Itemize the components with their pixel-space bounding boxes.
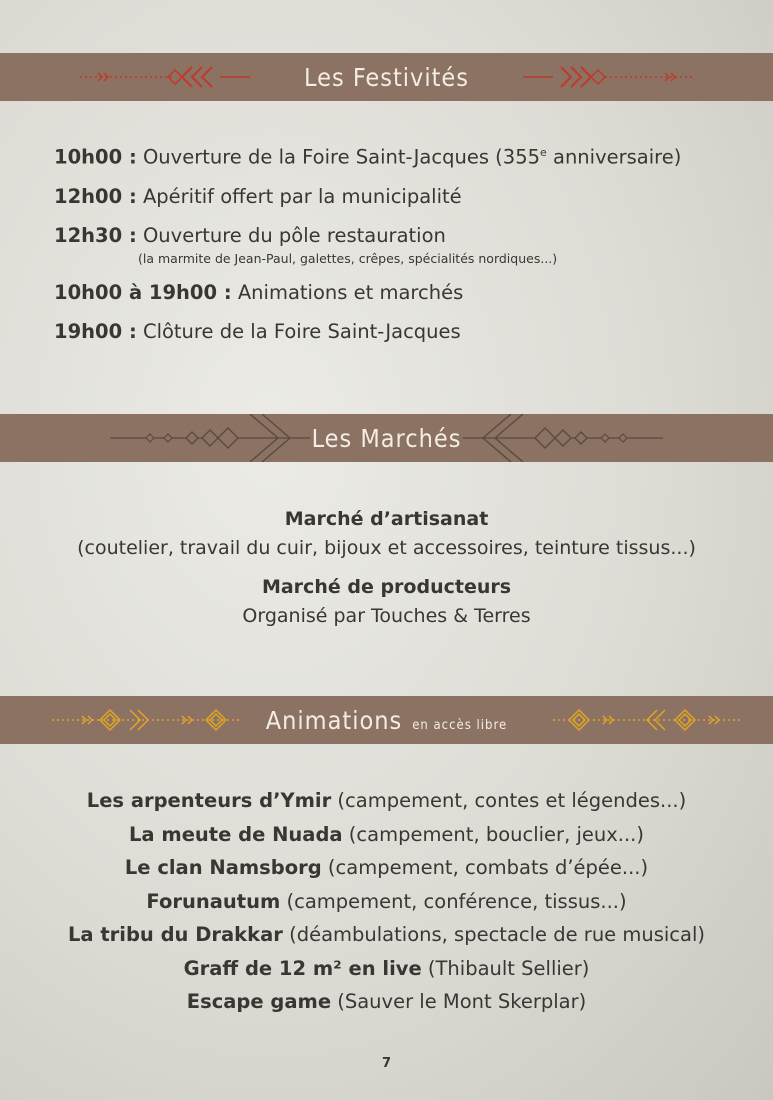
ornament-left-icon	[80, 53, 250, 101]
section-band-animations	[0, 696, 773, 744]
animation-name: La meute de Nuada	[129, 822, 343, 846]
section-title: Les Marchés	[311, 423, 462, 453]
schedule-text: Ouverture du pôle restauration	[136, 223, 446, 247]
schedule-text: Clôture de la Foire Saint-Jacques	[136, 319, 461, 343]
ornament-right-icon	[523, 53, 693, 101]
animation-name: Graff de 12 m² en live	[183, 956, 422, 980]
schedule-list	[54, 140, 744, 358]
schedule-time: 10h00 à 19h00 :	[54, 280, 232, 304]
schedule-row	[54, 280, 744, 306]
market-title: Marché d’artisanat	[284, 508, 489, 530]
schedule-time: 10h00 :	[54, 145, 137, 169]
schedule-text: Ouverture de la Foire Saint-Jacques (355	[136, 145, 541, 169]
animations-list	[0, 784, 773, 1019]
schedule-note: (la marmite de Jean-Paul, galettes, crêpes, spécialités nordiques...)	[138, 250, 558, 266]
animation-desc: (Thibault Sellier)	[421, 956, 590, 980]
animation-desc: (campement, contes et légendes...)	[331, 789, 687, 812]
superscript: e	[540, 146, 547, 159]
section-band-marches	[0, 414, 773, 462]
schedule-text: Animations et marchés	[231, 280, 464, 304]
schedule-row	[54, 140, 744, 171]
schedule-row	[54, 223, 744, 267]
list-item	[0, 918, 773, 952]
markets-list	[0, 505, 773, 641]
animation-desc: (campement, combats d’épée...)	[321, 856, 649, 879]
ornament-right-icon	[463, 414, 663, 462]
ornament-left-icon	[52, 696, 242, 744]
schedule-time: 12h00 :	[54, 184, 137, 208]
schedule-text-tail: anniversaire)	[546, 145, 682, 169]
animation-desc: (déambulations, spectacle de rue musical)	[282, 923, 706, 946]
animation-desc: (campement, bouclier, jeux...)	[342, 822, 644, 846]
page-number: 7	[381, 1056, 392, 1071]
market-desc: Organisé par Touches & Terres	[242, 605, 531, 627]
section-subtitle: en accès libre	[412, 717, 508, 733]
section-title-text: Animations	[265, 705, 403, 735]
section-band-festivites	[0, 53, 773, 101]
ornament-right-icon	[553, 696, 743, 744]
schedule-time: 12h30 :	[54, 223, 137, 247]
list-item	[0, 885, 773, 919]
animation-name: La tribu du Drakkar	[67, 923, 283, 946]
schedule-row	[54, 319, 744, 345]
animation-desc: (campement, conférence, tissus...)	[280, 889, 627, 913]
list-item	[0, 952, 773, 986]
animation-desc: (Sauver le Mont Skerplar)	[331, 990, 587, 1013]
list-item	[0, 784, 773, 818]
schedule-time: 19h00 :	[54, 319, 137, 343]
schedule-row	[54, 184, 744, 210]
animation-name: Le clan Namsborg	[124, 856, 322, 879]
section-title	[252, 706, 521, 735]
list-item	[0, 985, 773, 1019]
market-title: Marché de producteurs	[261, 576, 512, 598]
ornament-left-icon	[110, 414, 310, 462]
animation-name: Forunautum	[146, 889, 281, 913]
animation-name: Les arpenteurs d’Ymir	[86, 789, 332, 812]
market-desc: (coutelier, travail du cuir, bijoux et accessoires, teinture tissus...)	[77, 537, 696, 559]
schedule-text: Apéritif offert par la municipalité	[136, 184, 462, 208]
list-item	[0, 851, 773, 885]
list-item	[0, 818, 773, 852]
animation-name: Escape game	[186, 990, 332, 1013]
section-title: Les Festivités	[304, 62, 469, 92]
